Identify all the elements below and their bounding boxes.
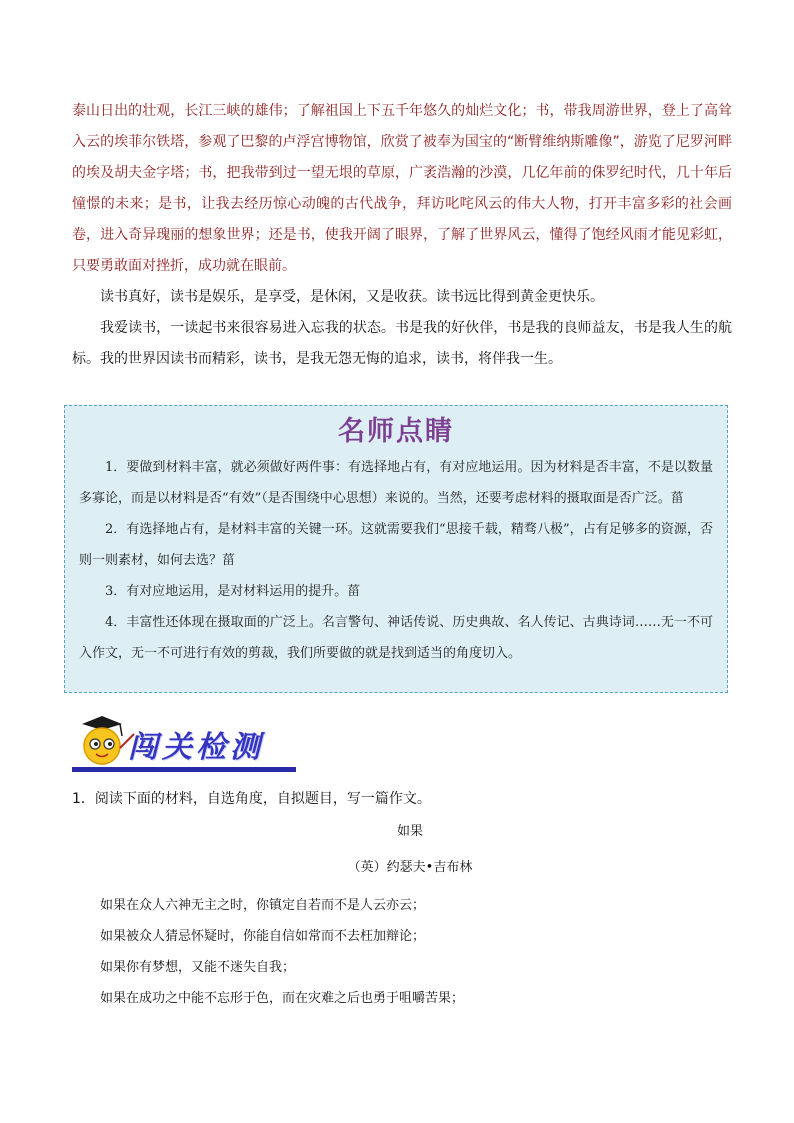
essay-paragraph-3: 我爱读书，一读起书来很容易进入忘我的状态。书是我的好伙伴，书是我的良师益友，书是我人生的航标。我的世界因读书而精彩，读书，是我无怨无悔的追求，读书，将伴我一生。 (72, 320, 732, 367)
poem-line: 如果你有梦想，又能不迷失自我； (100, 960, 296, 975)
essay-text (72, 96, 732, 375)
tips-title: 名师点睛 (338, 416, 454, 447)
essay-paragraph-2: 读书真好，读书是娱乐，是享受，是休闲，又是收获。读书远比得到黄金更快乐。 (100, 289, 604, 305)
question-prompt: 1．阅读下面的材料，自选角度，自拟题目，写一篇作文。 (72, 791, 431, 807)
poem-line: 如果被众人猜忌怀疑时，你能自信如常而不去枉加辩论； (100, 929, 426, 944)
tips-body (65, 452, 727, 669)
essay-paragraph-1: 泰山日出的壮观，长江三峡的雄伟；了解祖国上下五千年悠久的灿烂文化；书，带我周游世界，登上了高耸入云的埃菲尔铁塔，参观了巴黎的卢浮宫博物馆，欣赏了被奉为国宝的“断臂维纳斯雕像”，游览了尼罗河畔的埃及胡夫金字塔；书，把我带到过一望无垠的草原，广袤浩瀚的沙漠，几亿年前的侏罗纪时代，几十年后憧憬的未来；是书，让我去经历惊心动魄的古代战争，拜访叱咤风云的伟大人物，打开丰富多彩的社会画卷，进入奇异瑰丽的想象世界；还是书，使我开阔了眼界，了解了世界风云，懂得了饱经风雨才能见彩虹，只要勇敢面对挫折，成功就在眼前。 (72, 103, 732, 274)
section-banner-title: 闯关检测 (128, 730, 264, 765)
tips-item-4: 4．丰富性还体现在摄取面的广泛上。名言警句、神话传说、历史典故、名人传记、古典诗词……无一不可入作文，无一不可进行有效的剪裁，我们所要做的就是找到适当的角度切入。 (79, 615, 713, 661)
teacher-tips-box (64, 405, 728, 693)
tips-item-3: 3．有对应地运用，是对材料运用的提升。菑 (105, 584, 361, 599)
tips-item-1: 1．要做到材料丰富，就必须做好两件事：有选择地占有，有对应地运用。因为材料是否丰富，不是以数量多寡论，而是以材料是否“有效”（是否围绕中心思想）来说的。当然，还要考虑材料的摄取面是否广泛。菑 (79, 460, 713, 506)
poem-lines (100, 890, 464, 1014)
banner-underline (72, 767, 296, 772)
tips-item-2: 2．有选择地占有，是材料丰富的关键一环。这就需要我们“思接千载，精骛八极”，占有足够多的资源，否则一则素材，如何去选？菑 (79, 522, 713, 568)
poem-line: 如果在成功之中能不忘形于色，而在灾难之后也勇于咀嚼苦果； (100, 991, 465, 1006)
poem-title: 如果 (396, 824, 423, 839)
poem-author: （英）约瑟夫•吉布林 (347, 860, 473, 875)
poem-line: 如果在众人六神无主之时，你镇定自若而不是人云亦云； (100, 898, 426, 913)
